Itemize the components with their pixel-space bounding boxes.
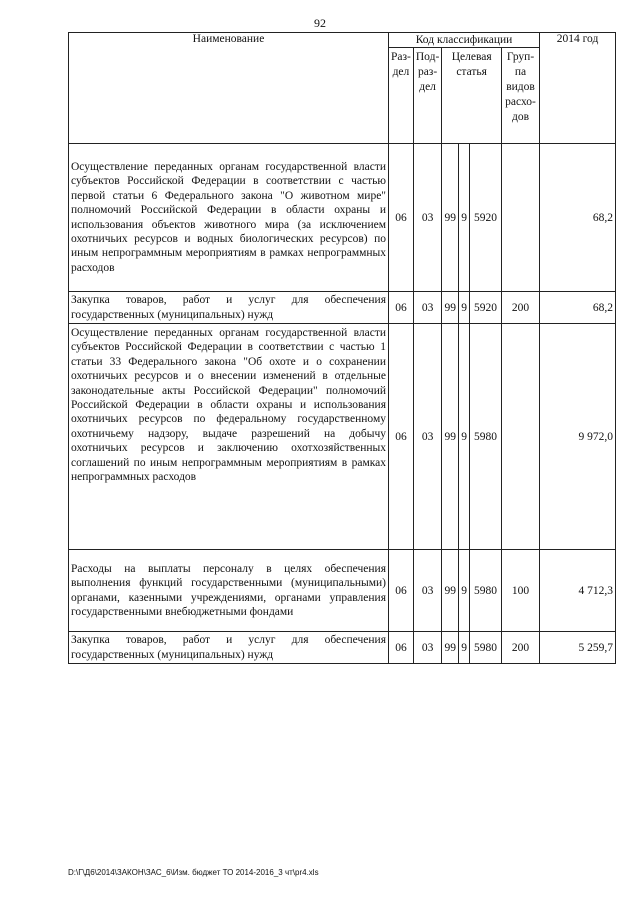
row-group	[502, 144, 540, 292]
row-target-part3: 5980	[470, 550, 502, 632]
row-name: Расходы на выплаты персоналу в целях обеспечения выполнения функций государственными (муниципальными) органами, казенными учреждениями, органами управления государственными внебюджетными фондами	[69, 550, 389, 632]
row-subsection: 03	[413, 324, 441, 550]
row-target-part1: 99	[442, 292, 459, 324]
table-row	[69, 292, 616, 324]
row-group: 200	[502, 292, 540, 324]
header-section: Раз- дел	[389, 48, 414, 144]
row-section: 06	[389, 292, 414, 324]
row-subsection: 03	[413, 292, 441, 324]
header-classification: Код классификации	[389, 33, 540, 48]
row-subsection: 03	[413, 550, 441, 632]
row-group: 100	[502, 550, 540, 632]
row-amount: 9 972,0	[540, 324, 616, 550]
row-target-part1: 99	[442, 144, 459, 292]
row-group: 200	[502, 632, 540, 664]
row-target-part1: 99	[442, 324, 459, 550]
row-target-part2: 9	[459, 550, 470, 632]
row-name: Закупка товаров, работ и услуг для обеспечения государственных (муниципальных) нужд	[69, 632, 389, 664]
table-row	[69, 550, 616, 632]
row-target-part1: 99	[442, 632, 459, 664]
row-subsection: 03	[413, 144, 441, 292]
row-name: Осуществление переданных органам государственной власти субъектов Российской Федерации в соответствии с частью первой статьи 6 Федерального закона "О животном мире" полномочий Российской Федерации в области охраны и использования объектов животного мира (за исключением охотничьих ресурсов и водных биологических ресурсов) по иным непрограммным мероприятиям в рамках непрограммных расходов	[69, 144, 389, 292]
page-number: 92	[314, 16, 326, 30]
row-target-part2: 9	[459, 324, 470, 550]
row-target-part3: 5980	[470, 632, 502, 664]
table-row	[69, 324, 616, 550]
row-amount: 4 712,3	[540, 550, 616, 632]
file-path-footer: D:\Г\Д6\2014\ЗАКОН\ЗАС_6\Изм. бюджет ТО 2014-2016_3 чт\pr4.xls	[68, 868, 319, 877]
header-group: Груп- па видов расхо- дов	[502, 48, 540, 144]
row-target-part1: 99	[442, 550, 459, 632]
row-section: 06	[389, 324, 414, 550]
table-row	[69, 144, 616, 292]
table-row	[69, 632, 616, 664]
row-group	[502, 324, 540, 550]
row-target-part3: 5920	[470, 292, 502, 324]
row-target-part2: 9	[459, 632, 470, 664]
row-target-part3: 5980	[470, 324, 502, 550]
header-subsection: Под- раз- дел	[413, 48, 441, 144]
row-amount: 5 259,7	[540, 632, 616, 664]
row-section: 06	[389, 550, 414, 632]
header-name: Наименование	[69, 33, 389, 144]
row-subsection: 03	[413, 632, 441, 664]
row-amount: 68,2	[540, 292, 616, 324]
row-target-part2: 9	[459, 144, 470, 292]
row-amount: 68,2	[540, 144, 616, 292]
row-target-part2: 9	[459, 292, 470, 324]
row-section: 06	[389, 144, 414, 292]
budget-table	[68, 32, 616, 664]
header-target: Целевая статья	[442, 48, 502, 144]
row-section: 06	[389, 632, 414, 664]
row-target-part3: 5920	[470, 144, 502, 292]
row-name: Осуществление переданных органам государственной власти субъектов Российской Федерации в соответствии с частью 1 статьи 33 Федерального закона "Об охоте и о сохранении охотничьих ресурсов и о внесении изменений в отдельные законодательные акты Российской Федерации" полномочий Российской Федерации в области охраны и использования охотничьих ресурсов по федеральному государственному охотничьему надзору, выдаче разрешений на добычу охотничьих ресурсов и заключению охотхозяйственных соглашений по иным непрограммным мероприятиям в рамках непрограммных расходов	[69, 324, 389, 550]
header-year: 2014 год	[540, 33, 616, 144]
row-name: Закупка товаров, работ и услуг для обеспечения государственных (муниципальных) нужд	[69, 292, 389, 324]
